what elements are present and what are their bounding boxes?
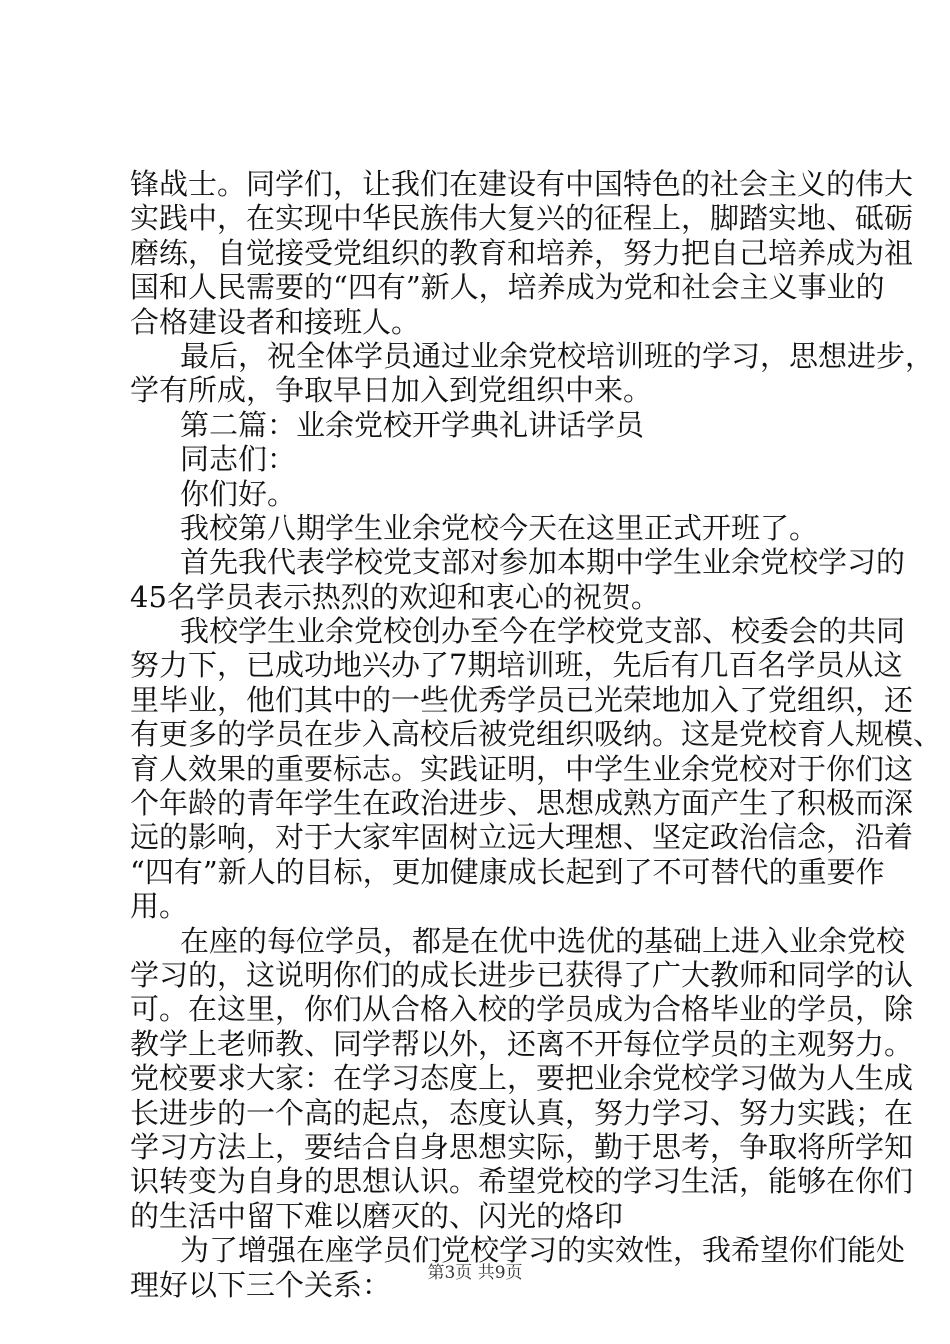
text-line: 的生活中留下难以磨灭的、闪光的烙印 (130, 1198, 624, 1233)
text-line: 我校第八期学生业余党校今天在这里正式开班了。 (180, 510, 819, 545)
text-line: 可。在这里，你们从合格入校的学员成为合格毕业的学员，除 (130, 992, 914, 1027)
text-line: 努力下，已成功地兴办了7期培训班，先后有几百名学员从这 (130, 648, 903, 683)
text-line: 学习方法上，要结合自身思想实际，勤于思考，争取将所学知 (130, 1129, 914, 1164)
text-line: 远的影响，对于大家牢固树立远大理想、坚定政治信念，沿着 (130, 820, 914, 855)
text-line: 锋战士。同学们，让我们在建设有中国特色的社会主义的伟大 (130, 167, 914, 201)
text-line: 同志们： (180, 442, 297, 477)
text-line: 用。 (130, 889, 189, 924)
text-line: 里毕业，他们其中的一些优秀学员已光荣地加入了党组织，还 (130, 682, 914, 717)
text-line: 个年龄的青年学生在政治进步、思想成熟方面产生了积极而深 (130, 786, 914, 821)
text-line: 你们好。 (180, 476, 297, 511)
text-line: 长进步的一个高的起点，态度认真，努力学习、努力实践；在 (130, 1095, 914, 1130)
text-line: 党校要求大家：在学习态度上，要把业余党校学习做为人生成 (130, 1061, 914, 1096)
text-line: 45名学员表示热烈的欢迎和衷心的祝贺。 (130, 579, 660, 614)
document-body (130, 167, 943, 1302)
page-footer: 第3页 共9页 (427, 1263, 523, 1283)
text-line: 国和人民需要的“四有”新人，培养成为党和社会主义事业的 (130, 270, 885, 305)
text-line: 实践中，在实现中华民族伟大复兴的征程上，脚踏实地、砥砺 (130, 201, 914, 236)
text-line: 有更多的学员在步入高校后被党组织吸纳。这是党校育人规模、 (130, 717, 943, 752)
text-line: 教学上老师教、同学帮以外，还离不开每位学员的主观努力。 (130, 1026, 914, 1061)
text-line: 在座的每位学员，都是在优中选优的基础上进入业余党校 (180, 923, 906, 958)
text-line: 育人效果的重要标志。实践证明，中学生业余党校对于你们这 (130, 751, 914, 786)
text-line: 第二篇：业余党校开学典礼讲话学员 (180, 407, 645, 442)
text-line: 理好以下三个关系： (130, 1267, 392, 1302)
text-line: 磨练，自觉接受党组织的教育和培养，努力把自己培养成为祖 (130, 235, 914, 270)
text-line: 最后，祝全体学员通过业余党校培训班的学习，思想进步， (180, 338, 935, 373)
text-line: 首先我代表学校党支部对参加本期中学生业余党校学习的 (180, 545, 906, 580)
text-line: 识转变为自身的思想认识。希望党校的学习生活，能够在你们 (130, 1164, 914, 1199)
text-line: 我校学生业余党校创办至今在学校党支部、校委会的共同 (180, 614, 906, 649)
text-line: 学有所成，争取早日加入到党组织中来。 (130, 373, 653, 408)
text-line: 合格建设者和接班人。 (130, 304, 421, 339)
text-line: “四有”新人的目标，更加健康成长起到了不可替代的重要作 (130, 854, 885, 889)
text-line: 学习的，这说明你们的成长进步已获得了广大教师和同学的认 (130, 957, 914, 992)
text-line: 为了增强在座学员们党校学习的实效性，我希望你们能处 (180, 1233, 906, 1268)
